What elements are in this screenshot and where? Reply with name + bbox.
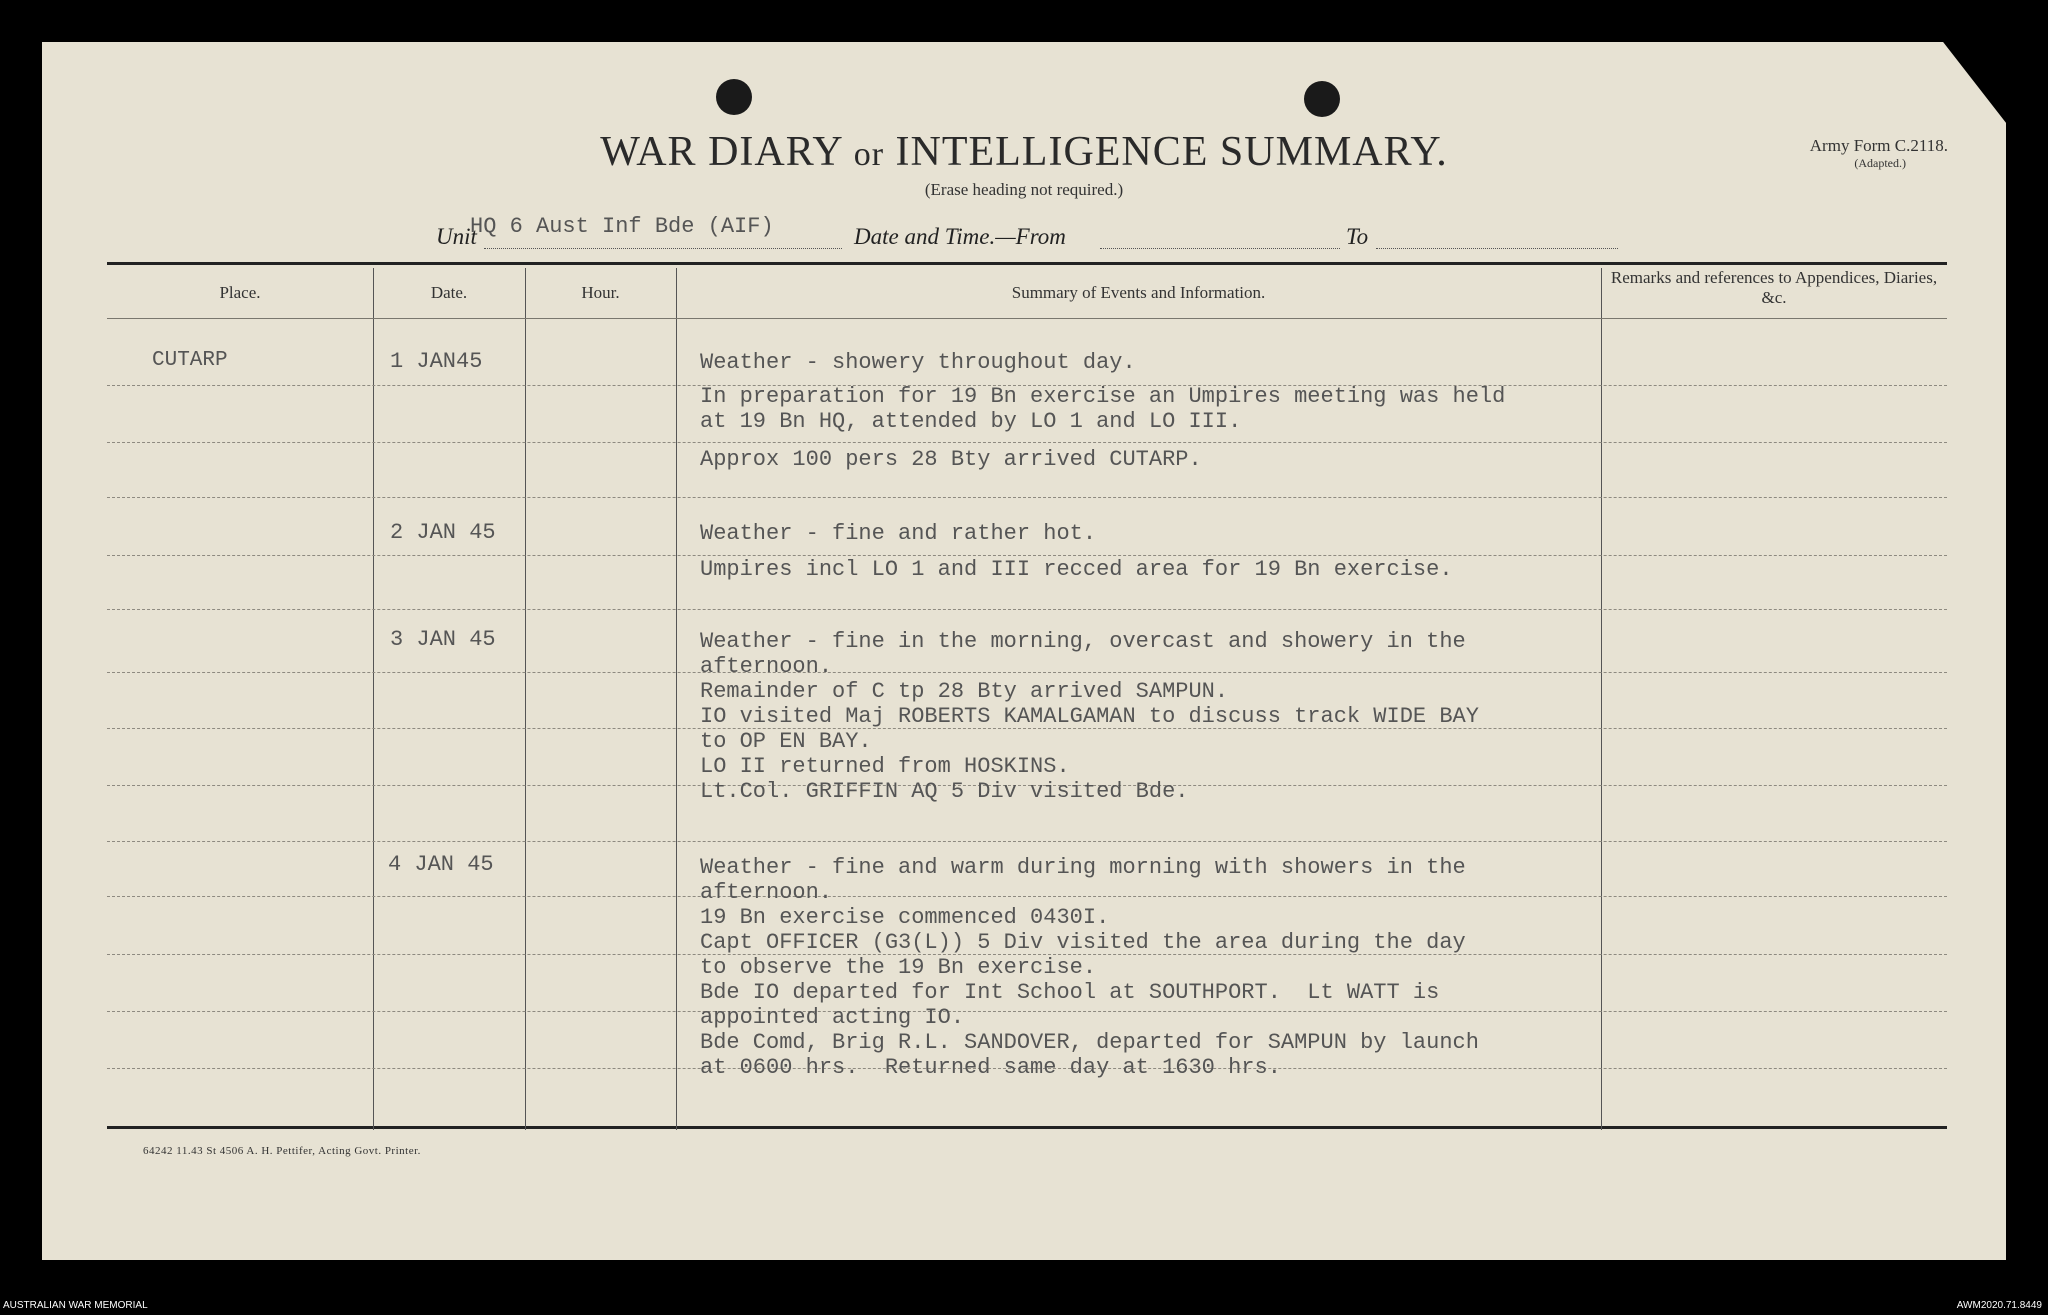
to-label: To bbox=[1346, 224, 1369, 249]
date-2-jan-45: 2 JAN 45 bbox=[390, 520, 496, 545]
ruled-line bbox=[107, 555, 1947, 556]
date-from-label: Date and Time.—From bbox=[854, 224, 1066, 249]
to-line bbox=[1376, 248, 1618, 249]
header-date: Date. bbox=[430, 283, 468, 302]
table-bottom-rule bbox=[107, 1126, 1947, 1129]
archive-credit: AUSTRALIAN WAR MEMORIAL bbox=[3, 1300, 148, 1311]
date-1-jan-45: 1 JAN45 bbox=[390, 349, 483, 374]
header-rule bbox=[107, 318, 1947, 319]
date-from-line bbox=[1100, 248, 1340, 249]
header-hour: Hour. bbox=[581, 283, 620, 302]
entry-3-block: Weather - fine in the morning, overcast and showery in the afternoon. Remainder of C tp 28 Bty arrived SAMPUN. IO visited Maj ROBERTS KAMALGAMAN to discuss track WIDE BAY to OP EN BAY. LO II returned from HOSKINS. Lt.Col. GRIFFIN AQ 5 Div visited Bde. bbox=[700, 629, 1479, 804]
entry-2-weather: Weather - fine and rather hot. bbox=[700, 521, 1097, 546]
unit-line bbox=[436, 214, 1616, 252]
form-subheading: (Erase heading not required.) bbox=[924, 180, 1124, 199]
column-divider bbox=[373, 268, 374, 1130]
column-divider bbox=[676, 268, 677, 1130]
column-divider bbox=[525, 268, 526, 1130]
column-divider bbox=[1601, 268, 1602, 1130]
entry-2-recce: Umpires incl LO 1 and III recced area for 19 Bn exercise. bbox=[700, 557, 1453, 582]
unit-value: HQ 6 Aust Inf Bde (AIF) bbox=[470, 214, 774, 239]
entry-1-umpires: In preparation for 19 Bn exercise an Umpires meeting was held at 19 Bn HQ, attended by LO 1 and LO III. bbox=[700, 384, 1506, 434]
ruled-line bbox=[107, 841, 1947, 842]
header-place: Place. bbox=[219, 283, 261, 302]
header-summary: Summary of Events and Information. bbox=[1011, 283, 1266, 302]
date-4-jan-45: 4 JAN 45 bbox=[388, 852, 494, 877]
entry-1-weather: Weather - showery throughout day. bbox=[700, 350, 1136, 375]
date-3-jan-45: 3 JAN 45 bbox=[390, 627, 496, 652]
unit-label: Unit bbox=[436, 224, 477, 249]
printer-imprint: 64242 11.43 St 4506 A. H. Pettifer, Acting Govt. Printer. bbox=[143, 1145, 421, 1157]
punch-hole-right bbox=[1304, 81, 1340, 117]
header-remarks: Remarks and references to Appendices, Diaries, &c. bbox=[1610, 268, 1938, 307]
form-title: WAR DIARY or INTELLIGENCE SUMMARY. bbox=[600, 129, 1448, 175]
ruled-line bbox=[107, 442, 1947, 443]
place-cutarp: CUTARP bbox=[152, 349, 228, 372]
entry-1-arrival: Approx 100 pers 28 Bty arrived CUTARP. bbox=[700, 447, 1202, 472]
punch-hole-left bbox=[716, 79, 752, 115]
unit-dotted-line bbox=[484, 248, 842, 249]
table-top-rule bbox=[107, 262, 1947, 265]
archive-reference: AWM2020.71.8449 bbox=[1956, 1300, 2042, 1311]
entry-4-block: Weather - fine and warm during morning with showers in the afternoon. 19 Bn exercise commenced 0430I. Capt OFFICER (G3(L)) 5 Div visited the area during the day to observe the 19 Bn exercise. Bde IO departed for Int School at SOUTHPORT. Lt WATT is appointed acting IO. Bde Comd, Brig R.L. SANDOVER, departed for SAMPUN by launch at 0600 hrs. Returned same day at 1630 hrs. bbox=[700, 855, 1479, 1080]
ruled-line bbox=[107, 609, 1947, 610]
army-form-number: Army Form C.2118. (Adapted.) bbox=[1809, 136, 1948, 170]
ruled-line bbox=[107, 497, 1947, 498]
